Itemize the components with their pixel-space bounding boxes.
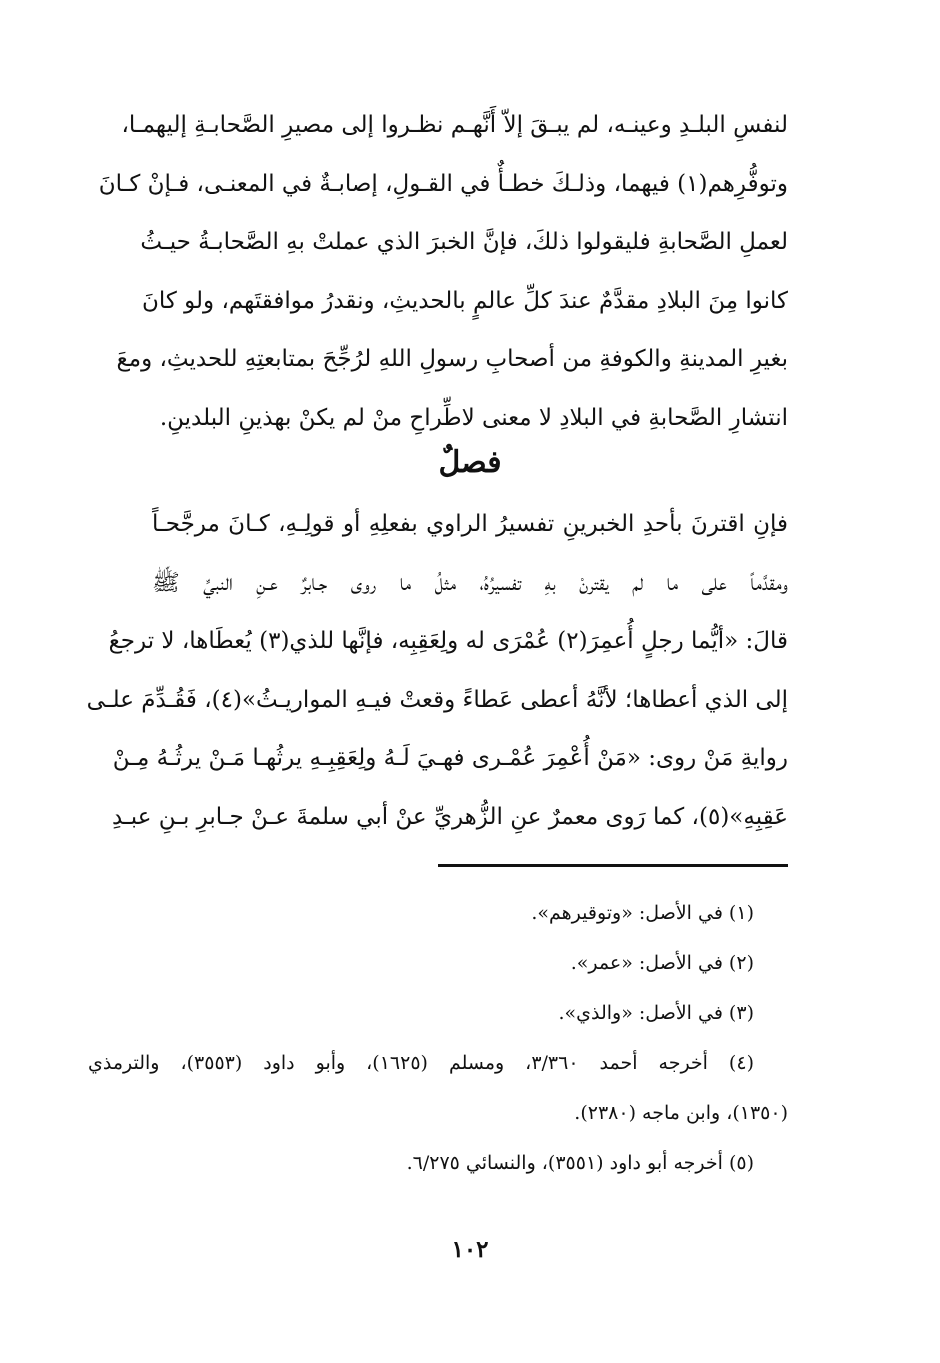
footnote-5: (٥) أخرجه أبو داود (٣٥٥١)، والنسائي ٦/٢٧٥. bbox=[406, 1152, 754, 1174]
text-line: كانوا مِنَ البلادِ مقدَّمٌ عندَ كلِّ عالمٍ بالحديثِ، ونقدرُ موافقتَهم، ولو كانَ bbox=[141, 287, 788, 314]
text-line: فإنِ اقترنَ بأحدِ الخبرينِ تفسيرُ الراوي بفعلِهِ أو قولِـهِ، كـانَ مرجَّحـاً bbox=[152, 511, 788, 537]
text-line: إلى الذي أعطاها؛ لأنَّهُ أعطى عَطاءً وقعتْ فيـهِ المواريـثُ»(٤)، فَقُـدِّمَ علـى bbox=[86, 686, 788, 713]
text-line: روايةِ مَنْ روى: «مَنْ أُعْمِرَ عُمْـرى فهـيَ لَـهُ ولِعَقِبِـهِ يرثُهـا مَـنْ يرثُـهُ مِـنْ bbox=[112, 745, 788, 771]
text-line: وتوفُّرِهم(١) فيهما، وذلـكَ خطـأٌ في القـولِ، إصابـةٌ في المعنـى، فـإنْ كـانَ bbox=[98, 170, 788, 197]
text-line: بغيرِ المدينةِ والكوفةِ من أصحابِ رسولِ اللهِ لرُجِّحَ بمتابعتِهِ للحديثِ، ومعَ bbox=[116, 346, 788, 372]
footnote-1: (١) في الأصل: «وتوقيرهم». bbox=[531, 902, 754, 924]
paragraph-2 bbox=[86, 495, 788, 846]
text-line: انتشارِ الصَّحابةِ في البلادِ لا معنى لاطِّراحِ منْ لم يكنْ بهذينِ البلدينِ. bbox=[159, 404, 788, 431]
footnotes bbox=[88, 888, 788, 1188]
text-line: لعملِ الصَّحابةِ فليقولوا ذلكَ، فإنَّ الخبرَ الذي عملتْ بهِ الصَّحابـةُ حيـثُ bbox=[140, 229, 788, 255]
section-heading: فصلٌ bbox=[438, 445, 502, 480]
footnote-4: (٤) أخرجه أحمد ٣/٣٦٠، ومسلم (١٦٢٥)، وأبو داود (٣٥٥٣)، والترمذي bbox=[88, 1052, 754, 1074]
footnote-4-continuation: (١٣٥٠)، وابن ماجه (٢٣٨٠). bbox=[574, 1102, 788, 1124]
footnote-separator bbox=[438, 864, 788, 867]
footnote-2: (٢) في الأصل: «عمر». bbox=[570, 952, 754, 974]
text-line: قالَ: «أيُّما رجلٍ أُعمِرَ(٢) عُمْرَى له ولِعَقِبِه، فإنَّها للذي(٣) يُعطَاها، لا ترجعُ bbox=[108, 628, 788, 654]
paragraph-1 bbox=[98, 96, 788, 447]
text-line: عَقِبِهِ»(٥)، كما رَوى معمرٌ عنِ الزُّهريِّ عنْ أبي سلمةَ عـنْ جـابرِ بـنِ عبـدِ bbox=[111, 803, 788, 830]
text-line: لنفسِ البلـدِ وعينـه، لم يبـقَ إلاّ أَنَّهـم نظـروا إلى مصيرِ الصَّحابـةِ إليهمـا، bbox=[121, 112, 788, 138]
page-number: ١٠٢ bbox=[451, 1236, 489, 1263]
footnote-3: (٣) في الأصل: «والذي». bbox=[558, 1002, 754, 1024]
text-line: ومقدَّماً على ما لم يقترنْ بهِ تفسيرُهُ، مثلُ ما روى جـابرٌ عـنِ النبيِّ ﷺ bbox=[152, 569, 788, 596]
